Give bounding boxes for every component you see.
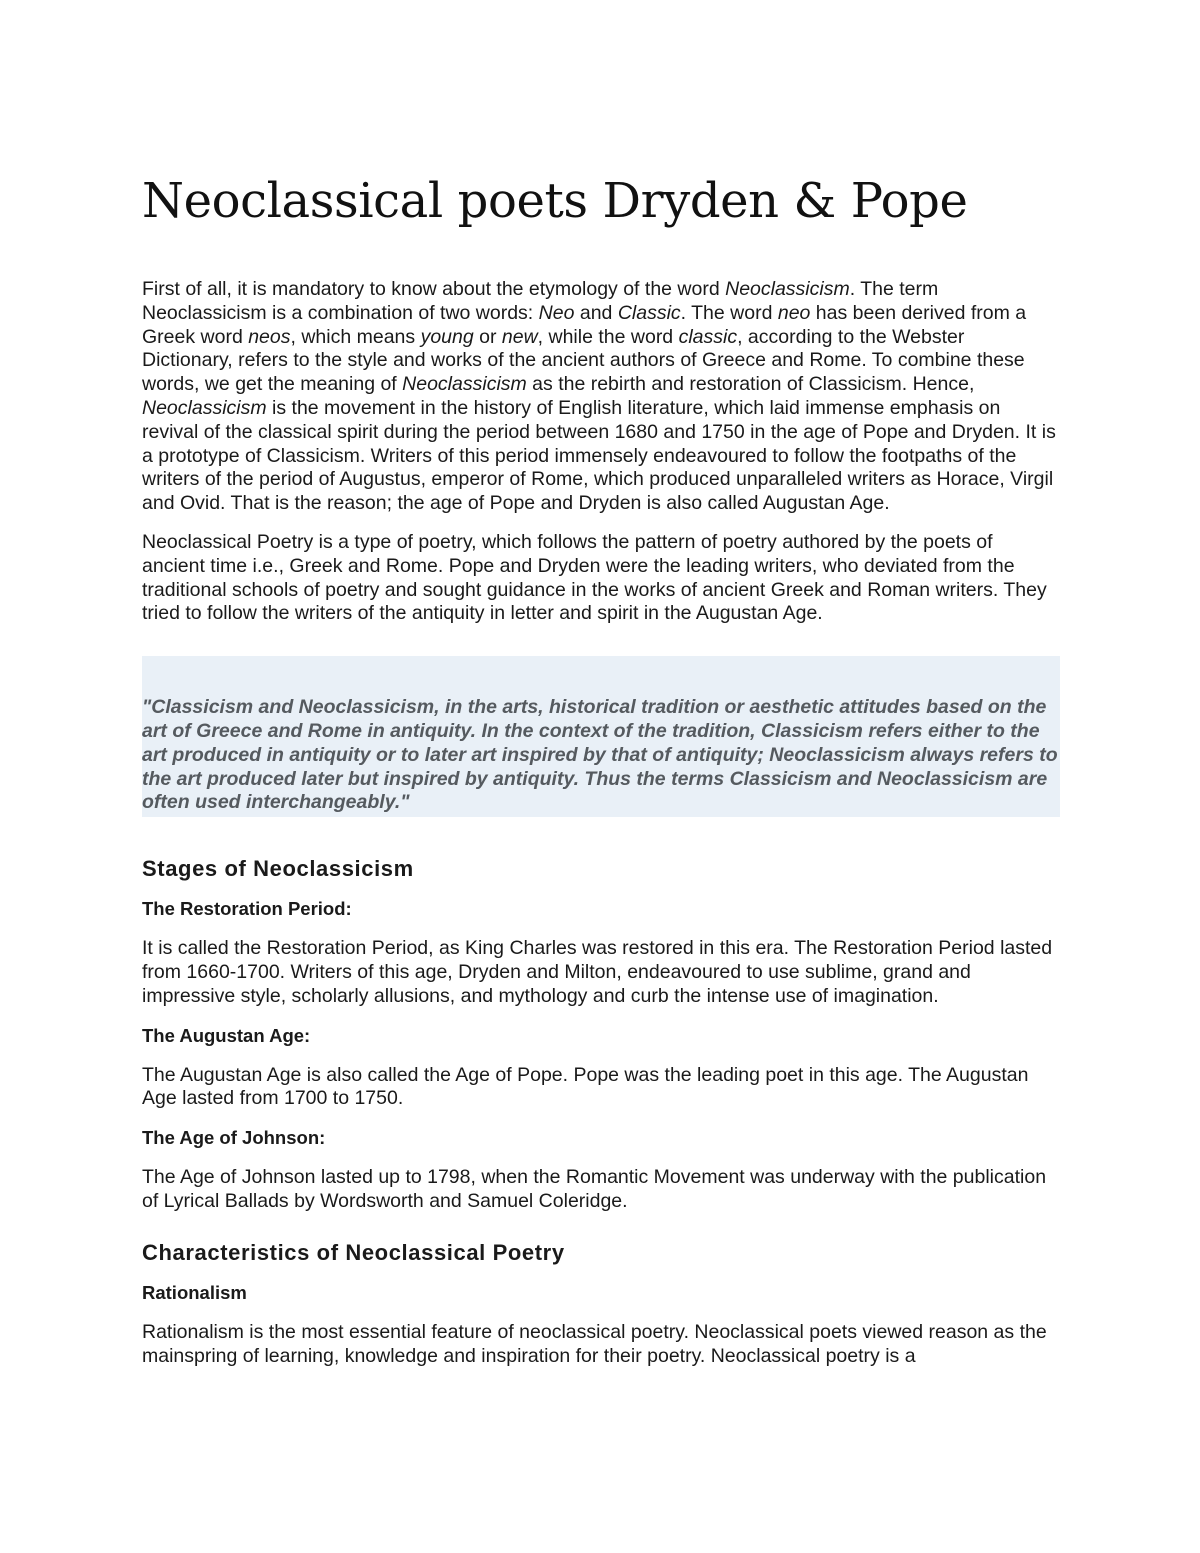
intro-emphasis: classic bbox=[678, 325, 738, 348]
intro-text: , which means bbox=[290, 325, 421, 348]
intro-emphasis: Neo bbox=[538, 301, 575, 324]
section-heading-characteristics: Characteristics of Neoclassical Poetry bbox=[142, 1239, 565, 1265]
subheading-rationalism: Rationalism bbox=[142, 1281, 247, 1303]
intro-emphasis: Neoclassicism bbox=[402, 373, 527, 396]
intro-paragraph bbox=[142, 278, 1060, 516]
body-paragraph: The Augustan Age is also called the Age of Pope. Pope was the leading poet in this age. The Augustan Age lasted from 1700 to 1750. bbox=[142, 1063, 1029, 1110]
body-paragraph: Neoclassical Poetry is a type of poetry, which follows the pattern of poetry authored by the poets of ancient time i.e., Greek and Rome. Pope and Dryden were the leading writers, who deviated from the traditional schools of poetry and sought guidance in the works of ancient Greek and Roman writers. They tried to follow the writers of the antiquity in letter and spirit in the Augustan Age. bbox=[142, 530, 1047, 625]
intro-text: is the movement in the history of English literature, which laid immense emphasis on revival of the classical spirit during the period between 1680 and 1750 in the age of Pope and Dryden. It is a prototype of Classicism. Writers of this period immensely endeavoured to follow the footpaths of the writers of the period of Augustus, emperor of Rome, which produced unparalleled writers as Horace, Virgil and Ovid. That is the reason; the age of Pope and Dryden is also called Augustan Age. bbox=[142, 396, 1056, 515]
page-title: Neoclassical poets Dryden & Pope bbox=[142, 173, 968, 229]
intro-emphasis: new bbox=[501, 325, 538, 348]
intro-text: First of all, it is mandatory to know about the etymology of the word bbox=[142, 278, 726, 300]
intro-text: , according to the Webster Dictionary, refers to the style and works of the ancient authors of Greece and Rome. To combine these words, we get the meaning of bbox=[142, 325, 1025, 396]
intro-text: or bbox=[473, 325, 502, 348]
intro-text: , while the word bbox=[537, 325, 679, 348]
blockquote bbox=[142, 656, 1060, 817]
intro-emphasis: Neoclassicism bbox=[142, 396, 267, 419]
intro-text: . The term Neoclassicism is a combination of two words: bbox=[142, 278, 939, 324]
quote-text: "Classicism and Neoclassicism, in the arts, historical tradition or aesthetic attitudes based on the art of Greece and Rome in antiquity. In the context of the tradition, Classicism refers either to the art produced in antiquity or to later art inspired by that of antiquity; Neoclassicism always refers to the art produced later but inspired by antiquity. Thus the terms Classicism and Neoclassicism are often used interchangeably." bbox=[142, 696, 1058, 814]
intro-emphasis: neos bbox=[248, 325, 291, 348]
document-page bbox=[142, 168, 1060, 1383]
subheading-restoration-period: The Restoration Period: bbox=[142, 898, 352, 920]
intro-emphasis: young bbox=[420, 325, 474, 348]
section-heading-stages: Stages of Neoclassicism bbox=[142, 856, 414, 882]
intro-emphasis: neo bbox=[777, 301, 811, 324]
body-paragraph: It is called the Restoration Period, as King Charles was restored in this era. The Restoration Period lasted from 1660-1700. Writers of this age, Dryden and Milton, endeavoured to use sublime, grand and impressive style, scholarly allusions, and mythology and curb the intense use of imagination. bbox=[142, 937, 1053, 1007]
intro-text: has been derived from a Greek word bbox=[142, 301, 1027, 348]
subheading-age-of-johnson: The Age of Johnson: bbox=[142, 1127, 326, 1149]
subheading-augustan-age: The Augustan Age: bbox=[142, 1024, 311, 1046]
intro-emphasis: Classic bbox=[617, 301, 681, 324]
intro-emphasis: Neoclassicism bbox=[725, 278, 850, 300]
intro-text: and bbox=[574, 301, 618, 324]
body-paragraph: Rationalism is the most essential feature of neoclassical poetry. Neoclassical poets viewed reason as the mainspring of learning, knowledge and inspiration for their poetry. Neoclassical poetry is a bbox=[142, 1320, 1047, 1367]
body-paragraph: The Age of Johnson lasted up to 1798, when the Romantic Movement was underway with the publication of Lyrical Ballads by Wordsworth and Samuel Coleridge. bbox=[142, 1166, 1047, 1212]
intro-text: . The word bbox=[680, 301, 778, 324]
intro-text: as the rebirth and restoration of Classicism. Hence, bbox=[526, 373, 975, 396]
